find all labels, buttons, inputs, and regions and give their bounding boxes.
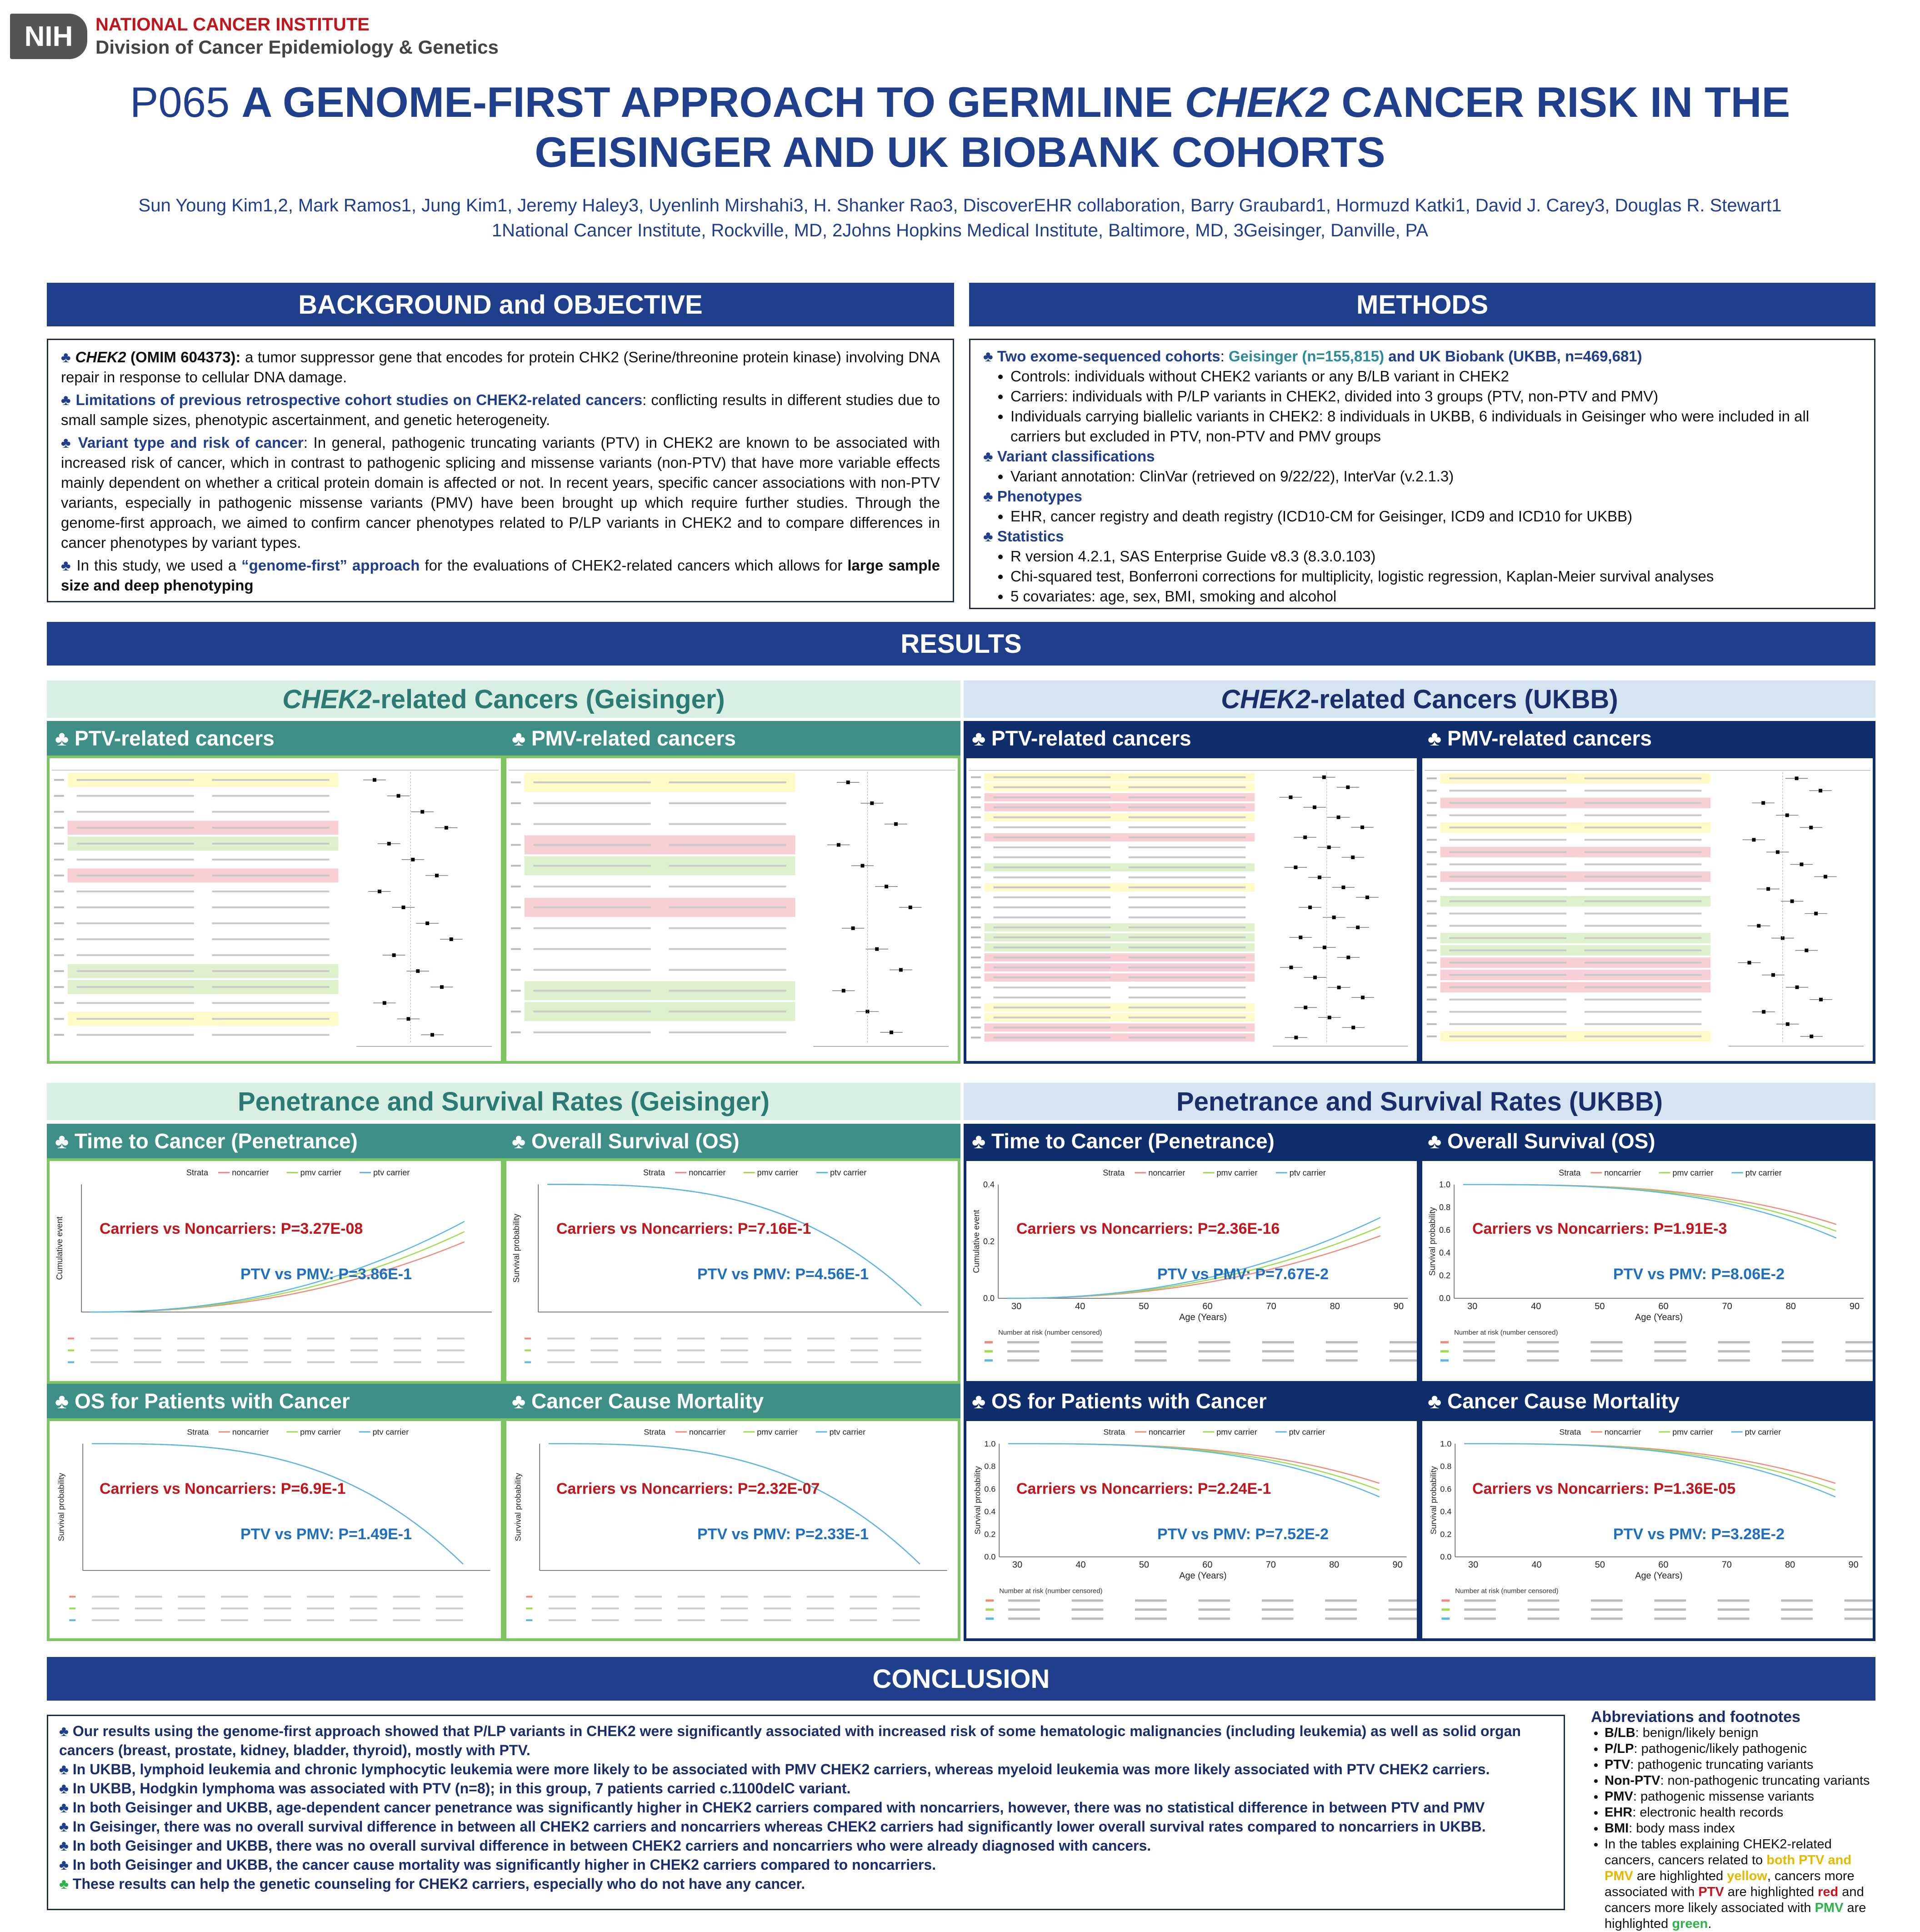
p-ptv-vs-pmv: PTV vs PMV: P=3.28E-2: [1613, 1526, 1785, 1543]
forest-point: [1360, 826, 1364, 829]
x-tick: 70: [1721, 1560, 1732, 1570]
forest-point: [378, 890, 381, 893]
forest-point: [435, 874, 439, 877]
legend-item: pmv carrier: [757, 1427, 798, 1436]
forest-point: [1318, 876, 1321, 879]
y-axis-label: Cumulative event: [55, 1216, 65, 1280]
bg-p4-bold2: large sample size and deep phenotyping: [61, 557, 940, 594]
x-tick: 80: [1330, 1301, 1340, 1312]
title-line1a: A GENOME-FIRST APPROACH TO GERMLINE: [241, 78, 1173, 126]
conclusion-heading: CONCLUSION: [47, 1657, 1875, 1701]
forest-point: [890, 1031, 893, 1034]
forest-point: [430, 1033, 434, 1036]
x-tick: 30: [1011, 1301, 1022, 1312]
x-tick: 90: [1849, 1301, 1860, 1312]
legend-item: pmv carrier: [757, 1168, 798, 1177]
g-ttc-plot: [47, 1158, 504, 1384]
y-tick: 0.2: [1439, 1271, 1451, 1281]
ukbb-section-title: CHEK2 -related Cancers (UKBB): [964, 681, 1875, 718]
forest-point: [1819, 789, 1822, 792]
x-tick: 30: [1468, 1560, 1479, 1570]
x-tick: 90: [1393, 1301, 1404, 1312]
g-ccm-plot: [504, 1418, 960, 1641]
km-curve: [92, 1444, 463, 1564]
title-gene: CHEK2: [1185, 78, 1330, 126]
p-carriers-vs-noncarriers: Carriers vs Noncarriers: P=3.27E-08: [100, 1220, 363, 1237]
legend-strata: Strata: [187, 1427, 209, 1436]
forest-point: [1809, 826, 1813, 829]
forest-point: [894, 822, 898, 826]
u-ptv-table: [964, 756, 1420, 1064]
u-pmv-title: ♣ PMV-related cancers: [1420, 721, 1875, 756]
u-oswc-title: ♣ OS for Patients with Cancer: [964, 1384, 1420, 1418]
m-vc-b: • Variant annotation: ClinVar (retrieved on 9/22/22), InterVar (v.2.1.3): [1010, 466, 1861, 486]
m-ukbb: UK Biobank (UKBB, n=469,681): [1419, 348, 1642, 365]
forest-point: [1332, 916, 1336, 919]
forest-point: [411, 858, 415, 861]
x-tick: 30: [1467, 1301, 1478, 1312]
forest-point: [425, 921, 429, 925]
x-tick: 60: [1658, 1301, 1669, 1312]
bg-omim: (OMIM 604373):: [126, 349, 241, 365]
bg-p1: a tumor suppressor gene that encodes for protein CHK2 (Serine/threonine protein kinase) involving DNA repair in response to cellular DNA damage.: [61, 349, 940, 385]
legend-strata: Strata: [1559, 1168, 1581, 1177]
forest-point: [1771, 973, 1775, 977]
y-tick: 1.0: [984, 1439, 996, 1448]
p-ptv-vs-pmv: PTV vs PMV: P=3.86E-1: [240, 1266, 412, 1283]
forest-point: [1776, 850, 1780, 854]
u-os-plot: [1420, 1158, 1875, 1384]
y-tick: 0.8: [1439, 1202, 1451, 1212]
forest-point: [445, 826, 448, 830]
forest-point: [1289, 796, 1293, 799]
x-tick: 80: [1329, 1560, 1340, 1570]
forest-point: [1351, 1026, 1355, 1029]
km-curve: [549, 1444, 920, 1564]
y-axis-label: Cumulative event: [972, 1210, 981, 1273]
risk-table-title: Number at risk (number censored): [998, 1329, 1102, 1337]
g-pmv-title: ♣ PMV-related cancers: [504, 721, 960, 756]
forest-point: [837, 843, 840, 847]
y-tick: 0.0: [984, 1552, 996, 1562]
y-tick: 0.2: [984, 1529, 996, 1539]
m-ph-b: • EHR, cancer registry and death registry (ICD10-CM for Geisinger, ICD9 and ICD10 for UKBB): [1010, 506, 1861, 526]
forest-point: [1365, 896, 1369, 899]
authors: Sun Young Kim1,2, Mark Ramos1, Jung Kim1, Jeremy Haley3, Uyenlinh Mirshahi3, H. Shanker Rao3, DiscoverEHR collaboration, Barry Graubard1, Hormuzd Katki1, David J. Carey3, Douglas R. Stewart1: [138, 195, 1782, 215]
u-ccm-plot: [1420, 1418, 1875, 1641]
u-oswc-plot: [964, 1418, 1420, 1641]
bg-p4b: for the evaluations of CHEK2-related cancers which allows for: [425, 557, 843, 574]
legend-item: pmv carrier: [300, 1427, 341, 1436]
forest-point: [1761, 801, 1765, 805]
forest-point: [899, 968, 903, 972]
x-tick: 90: [1848, 1560, 1859, 1570]
y-tick: 0.8: [984, 1462, 996, 1471]
x-tick: 40: [1531, 1560, 1542, 1570]
legend-item: ptv carrier: [373, 1168, 410, 1177]
m-b1: • Controls: individuals without CHEK2 variants or any B/LB variant in CHEK2: [1010, 366, 1861, 386]
methods-heading: METHODS: [969, 283, 1875, 326]
g-os-title: ♣ Overall Survival (OS): [504, 1124, 960, 1158]
forest-point: [885, 885, 888, 888]
p-carriers-vs-noncarriers: Carriers vs Noncarriers: P=2.24E-1: [1016, 1480, 1271, 1497]
forest-point: [450, 937, 453, 941]
p-ptv-vs-pmv: PTV vs PMV: P=7.52E-2: [1157, 1526, 1329, 1543]
y-tick: 1.0: [1439, 1180, 1451, 1189]
forest-point: [1346, 786, 1350, 789]
y-tick: 0.6: [1439, 1225, 1451, 1235]
forest-point: [1327, 846, 1331, 849]
m-b3: • Individuals carrying biallelic variants in CHEK2: 8 individuals in UKBB, 6 individuals in Geisinger who were included in all carriers but excluded in PTV, non-PTV and PMV groups: [1010, 406, 1861, 446]
y-tick: 0.0: [1440, 1552, 1452, 1562]
abbr-heading: Abbreviations and footnotes: [1591, 1708, 1800, 1726]
x-tick: 40: [1075, 1301, 1085, 1312]
p-ptv-vs-pmv: PTV vs PMV: P=4.56E-1: [697, 1266, 869, 1283]
forest-point: [1356, 926, 1360, 929]
legend-item: ptv carrier: [1745, 1427, 1781, 1436]
u-ptv-forest: [966, 758, 1417, 1061]
y-tick: 0.4: [983, 1180, 995, 1189]
legend-item: pmv carrier: [300, 1168, 341, 1177]
forest-point: [1762, 1010, 1765, 1014]
bg-p3-bold: Variant type and risk of cancer: [78, 434, 304, 451]
legend-strata: Strata: [1103, 1427, 1125, 1436]
p-carriers-vs-noncarriers: Carriers vs Noncarriers: P=2.32E-07: [556, 1480, 820, 1497]
forest-point: [1805, 949, 1808, 952]
y-tick: 0.6: [984, 1484, 996, 1494]
g-pmv-forest: [506, 758, 958, 1061]
legend-item: ptv carrier: [1289, 1427, 1325, 1436]
x-axis-label: Age (Years): [1635, 1571, 1683, 1581]
forest-point: [870, 801, 874, 805]
bg-p3: : In general, pathogenic truncating variants (PTV) in CHEK2 are known to be associated with increased risk of cancer, which in contrast to pathogenic splicing and missense variants (non-PTV) that have more variable effects mainly dependent on whether a critical protein domain is affected or not. In recent years, specific cancer associations with non-PTV variants, especially in pathogenic missense variants (PMV) have been brought up which require further studies. Through the genome-first approach, we aimed to confirm cancer phenotypes related to P/LP variants in CHEK2 and to compare differences in cancer phenotypes by variant types.: [61, 434, 940, 551]
forest-point: [909, 906, 912, 909]
g-os-plot: [504, 1158, 960, 1384]
u-os-title: ♣ Overall Survival (OS): [1420, 1124, 1875, 1158]
legend-item: ptv carrier: [1745, 1168, 1782, 1177]
m-st-b3: • 5 covariates: age, sex, BMI, smoking and alcohol: [1010, 586, 1861, 606]
forest-point: [1785, 813, 1789, 817]
forest-point: [1790, 900, 1794, 903]
legend-item: ptv carrier: [829, 1427, 866, 1436]
forest-point: [1323, 946, 1326, 949]
y-axis-label: Survival probability: [1429, 1466, 1438, 1535]
forest-point: [1313, 806, 1316, 809]
m-b2: • Carriers: individuals with P/LP variants in CHEK2, divided into 3 groups (PTV, non-PTV and PMV): [1010, 386, 1861, 406]
forest-point: [1313, 976, 1317, 979]
x-tick: 40: [1531, 1301, 1541, 1312]
legend-item: pmv carrier: [1672, 1427, 1713, 1436]
background-box: ♣ CHEK2 (OMIM 604373): a tumor suppressor gene that encodes for protein CHK2 (Serine/threonine protein kinase) involving DNA repair in response to cellular DNA damage. ♣ Limitations of previous retrospective cohort studies on CHEK2-related cancers: conflicting results in different studies due to small sample sizes, phenotypic ascertainment, and genetic heterogeneity. ♣ Variant type and risk of cancer: In general, pathogenic truncating variants (PTV) in CHEK2 are known to be associated with increased risk of cancer, which in contrast to pathogenic splicing and missense variants (non-PTV) that have more variable effects mainly dependent on whether a critical protein domain is affected or not. In recent years, specific cancer associations with non-PTV variants, especially in pathogenic missense variants (PMV) have been brought up which require further studies. Through the genome-first approach, we aimed to confirm cancer phenotypes related to P/LP variants in CHEK2 and to compare differences in cancer phenotypes by variant types. ♣ In this study, we used a “genome-first” approach for the evaluations of CHEK2-related cancers which allows for large sample size and deep phenotyping: [47, 339, 954, 602]
km-curve: [547, 1184, 921, 1306]
legend-strata: Strata: [643, 1168, 665, 1177]
p-ptv-vs-pmv: PTV vs PMV: P=8.06E-2: [1613, 1266, 1785, 1283]
y-tick: 0.4: [984, 1507, 996, 1517]
x-axis-label: Age (Years): [1179, 1571, 1227, 1581]
km-curve: [549, 1444, 920, 1564]
title-line1b: CANCER RISK IN THE: [1341, 78, 1790, 126]
m-st: Statistics: [997, 528, 1064, 545]
km-curve: [549, 1444, 920, 1564]
concl-3: In UKBB, Hodgkin lymphoma was associated with PTV (n=8); in this group, 7 patients carried c.1100delC variant.: [72, 1780, 851, 1797]
forest-point: [1766, 887, 1770, 891]
forest-point: [1824, 875, 1827, 879]
conclusion-box: ♣ Our results using the genome-first approach showed that P/LP variants in CHEK2 were significantly associated with increased risk of some hematologic malignancies (including leukemia) as well as solid organ cancers (breast, prostate, kidney, bladder, thyroid), mostly with PTV. ♣ In UKBB, lymphoid leukemia and chronic lymphocytic leukemia were more likely to be associated with PMV CHEK2 carriers, whereas myeloid leukemia was more likely associated with PTV CHEK2 carriers. ♣ In UKBB, Hodgkin lymphoma was associated with PTV (n=8); in this group, 7 patients carried c.1100delC variant. ♣ In both Geisinger and UKBB, age-dependent cancer penetrance was significantly higher in CHEK2 carriers compared with noncarriers, however, there was no statistical difference in between PTV and PMV ♣ In Geisinger, there was no overall survival difference in between all CHEK2 carriers and noncarriers whereas CHEK2 carriers had significantly lower overall survival rates compared to noncarriers in UKBB. ♣ In both Geisinger and UKBB, there was no overall survival difference in between CHEK2 carriers and noncarriers who were already diagnosed with cancers. ♣ In both Geisinger and UKBB, the cancer cause mortality was significantly higher in CHEK2 carriers compared to noncarriers. ♣ These results can help the genetic counseling for CHEK2 carriers, especially who do not have any cancer.: [47, 1715, 1565, 1910]
concl-5: In Geisinger, there was no overall survival difference in between all CHEK2 carriers and noncarriers whereas CHEK2 carriers had significantly lower overall survival rates compared to noncarriers in UKBB.: [72, 1818, 1486, 1835]
legend-item: noncarrier: [1604, 1168, 1641, 1177]
y-axis-label: Survival probability: [513, 1473, 523, 1542]
concl-7: In both Geisinger and UKBB, the cancer cause mortality was significantly higher in CHEK2 carriers compared to noncarriers.: [72, 1857, 936, 1873]
p-carriers-vs-noncarriers: Carriers vs Noncarriers: P=7.16E-1: [556, 1220, 811, 1237]
y-tick: 0.0: [983, 1294, 995, 1303]
y-tick: 0.0: [1439, 1294, 1451, 1303]
forest-point: [861, 864, 865, 867]
forest-point: [440, 985, 444, 989]
forest-point: [846, 781, 850, 784]
x-tick: 60: [1202, 1560, 1213, 1570]
forest-point: [1328, 1016, 1331, 1019]
poster-code: P065: [130, 78, 230, 126]
forest-point: [1303, 836, 1307, 839]
forest-point: [1795, 986, 1799, 989]
bg-p2-bold: Limitations of previous retrospective cohort studies on CHEK2-related cancers: [75, 391, 643, 408]
forest-point: [1748, 961, 1751, 965]
results-heading: RESULTS: [47, 622, 1875, 666]
x-tick: 50: [1139, 1560, 1150, 1570]
bg-p2: : conflicting results in different studies due to small sample sizes, phenotypic ascertainment, and genetic heterogeneity.: [61, 391, 940, 428]
x-axis-label: Age (Years): [1635, 1312, 1683, 1323]
x-tick: 50: [1595, 1301, 1605, 1312]
legend-item: noncarrier: [232, 1168, 269, 1177]
km-curve: [92, 1444, 463, 1564]
forest-point: [420, 810, 424, 814]
m-vc: Variant classifications: [997, 448, 1155, 465]
affiliations: 1National Cancer Institute, Rockville, MD, 2Johns Hopkins Medical Institute, Baltimore, MD, 3Geisinger, Danville, PA: [491, 220, 1429, 240]
x-tick: 60: [1202, 1301, 1213, 1312]
forest-point: [1294, 1036, 1298, 1039]
abbr-footnote: • In the tables explaining CHEK2-related cancers, cancers related to both PTV and PMV are highlighted yellow, cancers more associated with PTV are highlighted red and cancers more likely associated with PMV are highlighted green.: [1605, 1837, 1873, 1932]
u-ttc-plot: [964, 1158, 1420, 1384]
legend-item: noncarrier: [689, 1168, 726, 1177]
forest-point: [1294, 866, 1297, 869]
legend-item: noncarrier: [1148, 1427, 1185, 1436]
m-geisinger: Geisinger (n=155,815): [1229, 348, 1385, 365]
g-ptv-table: [47, 756, 504, 1064]
m-ph: Phenotypes: [997, 488, 1082, 505]
x-tick: 50: [1139, 1301, 1149, 1312]
g-ttc-title: ♣ Time to Cancer (Penetrance): [47, 1124, 504, 1158]
legend-strata: Strata: [186, 1168, 209, 1177]
legend-item: pmv carrier: [1216, 1168, 1258, 1177]
p-carriers-vs-noncarriers: Carriers vs Noncarriers: P=2.36E-16: [1016, 1220, 1280, 1237]
g-ptv-forest: [50, 758, 501, 1061]
concl-8: These results can help the genetic counseling for CHEK2 carriers, especially who do not have any cancer.: [72, 1876, 805, 1892]
y-tick: 0.2: [1440, 1529, 1452, 1539]
u-ttc-title: ♣ Time to Cancer (Penetrance): [964, 1124, 1420, 1158]
p-carriers-vs-noncarriers: Carriers vs Noncarriers: P=6.9E-1: [100, 1480, 346, 1497]
km-curve: [547, 1184, 921, 1306]
bg-gene: CHEK2: [75, 349, 126, 365]
methods-box: ♣ Two exome-sequenced cohorts: Geisinger (n=155,815) and UK Biobank (UKBB, n=469,681) • Controls: individuals without CHEK2 variants or any B/LB variant in CHEK2 • Carriers: individuals with P/LP variants in CHEK2, divided into 3 groups (PTV, non-PTV and PMV) • Individuals carrying biallelic variants in CHEK2: 8 individuals in UKBB, 6 individuals in Geisinger who were included in all carriers but excluded in PTV, non-PTV and PMV groups ♣ Variant classifications • Variant annotation: ClinVar (retrieved on 9/22/22), InterVar (v.2.1.3) ♣ Phenotypes • EHR, cancer registry and death registry (ICD10-CM for Geisinger, ICD9 and ICD10 for UKBB) ♣ Statistics • R version 4.2.1, SAS Enterprise Guide v8.3 (8.3.0.103) • Chi-squared test, Bonferroni corrections for multiplicity, logistic regression, Kaplan-Meier survival analyses • 5 covariates: age, sex, BMI, smoking and alcohol: [969, 339, 1875, 609]
forest-point: [1757, 924, 1760, 928]
x-tick: 40: [1075, 1560, 1086, 1570]
risk-table-title: Number at risk (number censored): [1454, 1329, 1558, 1337]
forest-point: [1322, 776, 1326, 779]
y-axis-label: Survival probability: [1428, 1207, 1437, 1276]
m-st-b2: • Chi-squared test, Bonferroni corrections for multiplicity, logistic regression, Kaplan-Meier survival analyses: [1010, 566, 1861, 586]
poster-title: [0, 77, 1920, 177]
forest-point: [1814, 912, 1818, 916]
legend-item: pmv carrier: [1672, 1168, 1714, 1177]
y-axis-label: Survival probability: [56, 1473, 66, 1542]
x-tick: 30: [1012, 1560, 1023, 1570]
concl-4: In both Geisinger and UKBB, age-dependent cancer penetrance was significantly higher in CHEK2 carriers compared with noncarriers, however, there was no statistical difference in between PTV and PMV: [72, 1799, 1485, 1816]
forest-point: [1819, 998, 1823, 1001]
y-tick: 1.0: [1440, 1439, 1452, 1448]
forest-point: [406, 1017, 410, 1021]
forest-point: [397, 794, 400, 798]
g-pmv-table: [504, 756, 960, 1064]
m-cohorts: Two exome-sequenced cohorts: [997, 348, 1220, 365]
forest-point: [1346, 956, 1350, 959]
u-pmv-forest: [1422, 758, 1873, 1061]
u-ccm-title: ♣ Cancer Cause Mortality: [1420, 1384, 1875, 1418]
x-tick: 50: [1595, 1560, 1605, 1570]
forest-point: [1337, 986, 1341, 989]
y-tick: 0.4: [1439, 1248, 1451, 1257]
m-st-b1: • R version 4.2.1, SAS Enterprise Guide v8.3 (8.3.0.103): [1010, 546, 1861, 566]
forest-point: [1342, 886, 1345, 889]
forest-point: [387, 842, 391, 846]
x-tick: 90: [1392, 1560, 1403, 1570]
institute-name: NATIONAL CANCER INSTITUTE: [95, 15, 370, 35]
y-tick: 0.2: [983, 1236, 995, 1246]
concl-1: Our results using the genome-first approach showed that P/LP variants in CHEK2 were significantly associated with increased risk of some hematologic malignancies (including leukemia) as well as solid organ cancers (breast, prostate, kidney, bladder, thyroid), mostly with PTV.: [59, 1723, 1521, 1758]
forest-point: [402, 906, 405, 909]
m-cohort-bullets: [983, 366, 1861, 446]
forest-point: [1304, 1006, 1307, 1009]
legend-item: ptv carrier: [372, 1427, 409, 1436]
km-curve: [547, 1184, 921, 1306]
concl-2: In UKBB, lymphoid leukemia and chronic lymphocytic leukemia were more likely to be associated with PMV CHEK2 carriers, whereas myeloid leukemia was more likely associated with PTV CHEK2 carriers.: [72, 1761, 1490, 1777]
forest-point: [1810, 1035, 1813, 1038]
p-ptv-vs-pmv: PTV vs PMV: P=7.67E-2: [1157, 1266, 1329, 1283]
risk-table-title: Number at risk (number censored): [999, 1587, 1103, 1595]
p-ptv-vs-pmv: PTV vs PMV: P=1.49E-1: [240, 1526, 412, 1543]
legend-item: noncarrier: [1148, 1168, 1185, 1177]
x-tick: 80: [1785, 1301, 1796, 1312]
concl-6: In both Geisinger and UKBB, there was no overall survival difference in between CHEK2 carriers and noncarriers who were already diagnosed with cancers.: [72, 1837, 1151, 1854]
legend-item: noncarrier: [232, 1427, 269, 1436]
y-axis-label: Survival probability: [512, 1214, 521, 1283]
x-axis-label: Age (Years): [1179, 1312, 1227, 1323]
g-ccm-title: ♣ Cancer Cause Mortality: [504, 1384, 960, 1418]
legend-strata: Strata: [1559, 1427, 1581, 1436]
x-tick: 70: [1265, 1560, 1276, 1570]
x-tick: 70: [1266, 1301, 1276, 1312]
forest-point: [1351, 856, 1355, 859]
y-tick: 0.6: [1440, 1484, 1452, 1494]
g-oswc-title: ♣ OS for Patients with Cancer: [47, 1384, 504, 1418]
y-tick: 0.8: [1440, 1462, 1452, 1471]
forest-point: [1800, 862, 1803, 866]
forest-point: [875, 947, 879, 951]
p-ptv-vs-pmv: PTV vs PMV: P=2.33E-1: [697, 1526, 869, 1543]
forest-point: [1361, 996, 1365, 999]
ukbb-pen-title: Penetrance and Survival Rates (UKBB): [964, 1083, 1875, 1120]
forest-point: [373, 778, 376, 782]
legend-item: noncarrier: [689, 1427, 726, 1436]
forest-point: [842, 989, 845, 992]
geisinger-pen-title: Penetrance and Survival Rates (Geisinger): [47, 1083, 960, 1120]
legend-item: noncarrier: [1604, 1427, 1641, 1436]
forest-point: [1290, 966, 1293, 969]
u-pmv-table: [1420, 756, 1875, 1064]
abbreviations: Abbreviations and footnotes • B/LB: benign/likely benign • P/LP: pathogenic/likely pathogenic • PTV: pathogenic truncating variants • Non-PTV: non-pathogenic truncating variants • PMV: pathogenic missense variants • EHR: electronic health records • BMI: body mass index • In the tables explaining CHEK2-related cancers, cancers related to both PTV and PMV are highlighted yellow, cancers more associated with PTV are highlighted red and cancers more likely associated with PMV are highlighted green.: [1591, 1709, 1873, 1932]
x-tick: 70: [1722, 1301, 1732, 1312]
p-carriers-vs-noncarriers: Carriers vs Noncarriers: P=1.36E-05: [1472, 1480, 1736, 1497]
x-tick: 80: [1785, 1560, 1795, 1570]
forest-point: [1786, 1022, 1790, 1026]
title-line2: GEISINGER AND UK BIOBANK COHORTS: [535, 128, 1385, 176]
forest-point: [851, 926, 855, 930]
g-oswc-plot: [47, 1418, 504, 1641]
km-curve: [92, 1444, 463, 1564]
legend-item: pmv carrier: [1216, 1427, 1257, 1436]
forest-point: [1795, 776, 1799, 780]
g-ptv-title: ♣ PTV-related cancers: [47, 721, 504, 756]
division-name: Division of Cancer Epidemiology & Genetics: [95, 36, 499, 58]
y-tick: 0.4: [1440, 1507, 1452, 1517]
bg-p4-bold: “genome-first” approach: [241, 557, 420, 574]
legend-item: ptv carrier: [1289, 1168, 1326, 1177]
bg-p4: In this study, we used a: [76, 557, 237, 574]
forest-point: [1308, 906, 1312, 909]
forest-point: [383, 1001, 386, 1005]
forest-point: [1752, 838, 1755, 841]
geisinger-section-title: CHEK2 -related Cancers (Geisinger): [47, 681, 960, 718]
risk-table-title: Number at risk (number censored): [1455, 1587, 1559, 1595]
background-heading: BACKGROUND and OBJECTIVE: [47, 283, 954, 326]
nih-logo: NIH: [10, 14, 87, 59]
legend-item: ptv carrier: [830, 1168, 867, 1177]
p-carriers-vs-noncarriers: Carriers vs Noncarriers: P=1.91E-3: [1472, 1220, 1727, 1237]
forest-point: [416, 969, 420, 973]
forest-point: [1337, 816, 1340, 819]
legend-strata: Strata: [1103, 1168, 1125, 1177]
u-ptv-title: ♣ PTV-related cancers: [964, 721, 1420, 756]
x-tick: 60: [1658, 1560, 1669, 1570]
forest-point: [392, 953, 396, 957]
y-axis-label: Survival probability: [973, 1466, 982, 1535]
legend-strata: Strata: [644, 1427, 666, 1436]
forest-point: [1299, 936, 1302, 939]
